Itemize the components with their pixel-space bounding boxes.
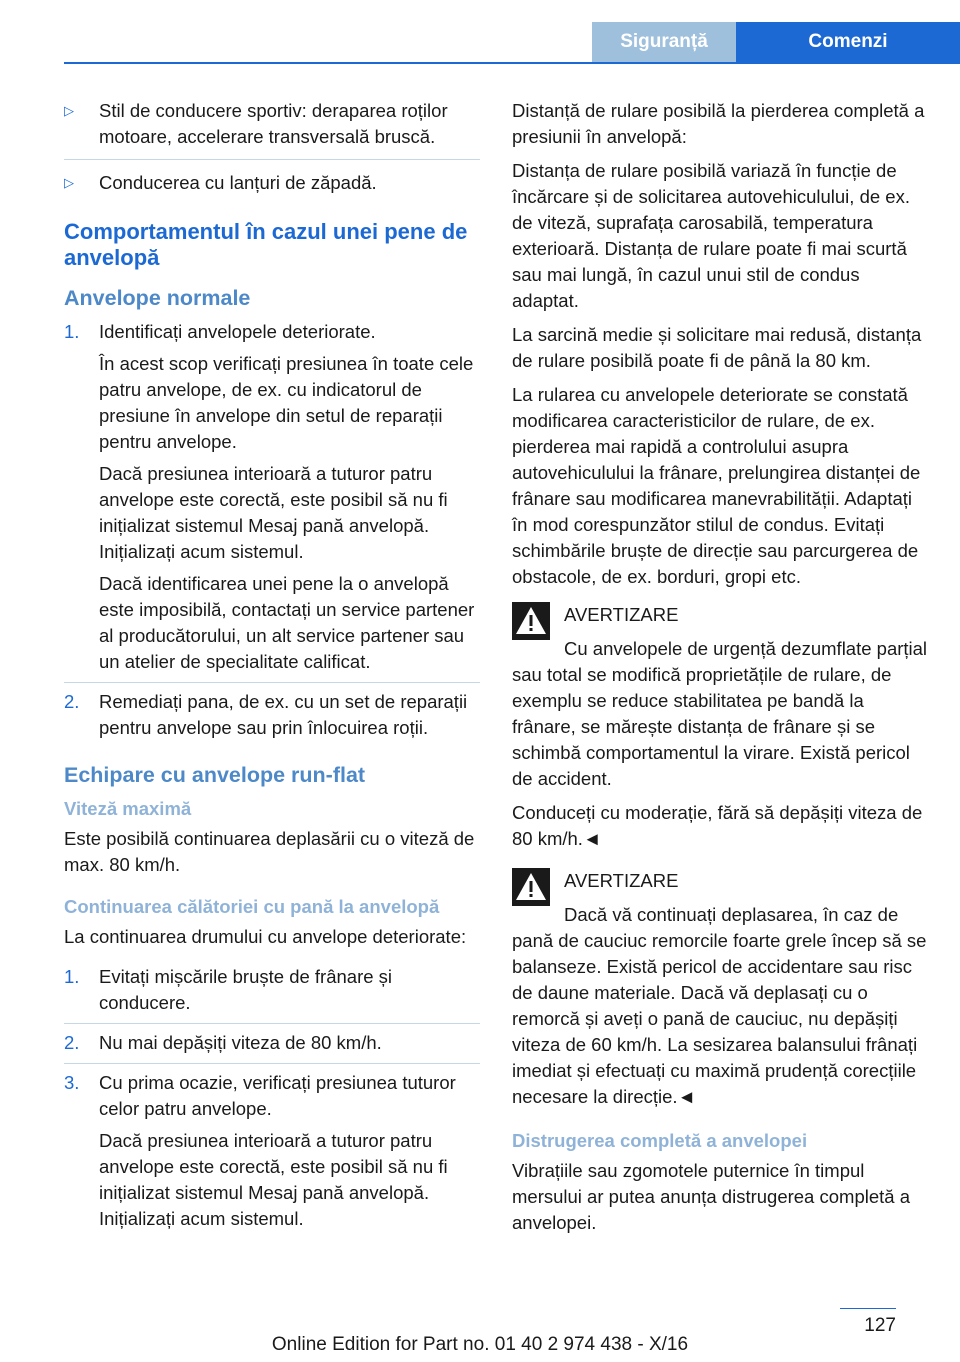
right-column bbox=[512, 98, 928, 1244]
step-text: Cu prima ocazie, verificați presiunea tuturor celor patru anvelope. bbox=[99, 1072, 456, 1119]
paragraph-distanta-pierdere: Distanță de rulare posibilă la pierderea completă a presiunii în anvelopă: bbox=[512, 100, 925, 147]
step-text: Dacă identificarea unei pene la o anvelopă este imposibilă, contactați un service partener al producătorului, un alt service partener sau un atelier de specialitate calificat. bbox=[99, 573, 475, 672]
triangle-bullet-icon: ▷ bbox=[64, 175, 74, 190]
footer-rule bbox=[840, 1308, 896, 1309]
warning-triangle-icon bbox=[512, 868, 550, 906]
step-item bbox=[64, 689, 480, 748]
paragraph-distanta-variaza: Distanța de rulare posibilă variază în funcție de încărcare și de solicitarea autovehiculului, de ex. de viteză, suprafața carosabilă, temperatura exterioară. Distanța de rulare poate fi mai scurtă sau mai lungă, în cazul unui stil de condus adaptat. bbox=[512, 160, 910, 311]
steps-list-normale bbox=[64, 319, 480, 748]
bullet-item bbox=[64, 98, 480, 160]
steps-list-run-flat bbox=[64, 964, 480, 1239]
left-column bbox=[64, 98, 480, 1253]
warning-text: Cu anvelopele de urgență dezumflate parțial sau total se modifică proprietățile de rulare, de exemplu se reduce stabilitatea pe bandă la frânare, se mărește distanța de frânare și se schimbă comportamentul la virare. Există pericol de accident. bbox=[512, 638, 928, 789]
step-item bbox=[64, 1030, 480, 1064]
step-number: 1. bbox=[64, 966, 80, 987]
step-item bbox=[64, 964, 480, 1024]
paragraph-distrugere: Vibrațiile sau zgomotele puternice în timpul mersului ar putea anunța distrugerea completă a anvelopei. bbox=[512, 1160, 910, 1233]
bullet-item bbox=[64, 170, 480, 205]
footer-edition: Online Edition for Part no. 01 40 2 974 438 - X/16 bbox=[271, 1334, 689, 1355]
paragraph-continuare: La continuarea drumului cu anvelope deteriorate: bbox=[64, 926, 467, 947]
bullet-text: Stil de conducere sportiv: deraparea roților motoare, accelerare transversală bruscă. bbox=[99, 100, 448, 147]
step-text: Identificați anvelopele deteriorate. bbox=[99, 321, 376, 342]
heading-anvelope-normale: Anvelope normale bbox=[64, 286, 251, 310]
paragraph-viteza: Este posibilă continuarea deplasării cu o viteză de max. 80 km/h. bbox=[64, 828, 475, 875]
warning-block bbox=[512, 602, 928, 792]
step-text: Remediați pana, de ex. cu un set de reparații pentru anvelope sau prin înlocuirea roții. bbox=[99, 691, 468, 738]
warning-label: AVERTIZARE bbox=[564, 604, 679, 625]
warning-text: Dacă vă continuați deplasarea, în caz de pană de cauciuc remorcile foarte grele încep să se balanseze. Există pericol de accidentare sau risc de daune materiale. Dacă vă deplasați cu o remorcă și aveți o pană de cauciuc, nu depășiți viteza de 60 km/h. La sesizarea balansului frânați imediat și efectuați cu maximă prudență corecțiile necesare la direcție.◄ bbox=[512, 904, 927, 1107]
heading-comportament: Comportamentul în cazul unei pene de anvelopă bbox=[64, 219, 468, 270]
page-number: 127 bbox=[864, 1315, 896, 1336]
warning-block bbox=[512, 868, 928, 1110]
step-text: Evitați mișcările bruște de frânare și conducere. bbox=[99, 966, 393, 1013]
paragraph-conduceti-moderatie: Conduceți cu moderație, fără să depășiți viteza de 80 km/h.◄ bbox=[512, 802, 923, 849]
header-tabs bbox=[592, 22, 960, 62]
paragraph-caracteristici: La rularea cu anvelopele deteriorate se constată modificarea caracteristicilor de rulare, de ex. pierderea mai rapidă a controlului asupra autovehiculului la frânare, prelungirea distanței de frânare sau modificarea manevrabilității. Adaptați în mod corespunzător stilul de condus. Evitați schimbările bruște de direcție sau parcurgerea de obstacole, de ex. borduri, gropi etc. bbox=[512, 384, 921, 587]
step-text: Dacă presiunea interioară a tuturor patru anvelope este corectă, este posibil să nu fi inițializat sistemul Mesaj pană anvelopă. Inițializați acum sistemul. bbox=[99, 1130, 448, 1229]
warning-triangle-icon bbox=[512, 602, 550, 640]
paragraph-sarcina-medie: La sarcină medie și solicitare mai redusă, distanța de rulare posibilă poate fi de până la 80 km. bbox=[512, 324, 922, 371]
step-number: 2. bbox=[64, 1032, 80, 1053]
step-text: Nu mai depășiți viteza de 80 km/h. bbox=[99, 1032, 382, 1053]
step-number: 2. bbox=[64, 691, 80, 712]
heading-continuare: Continuarea călătoriei cu pană la anvelopă bbox=[64, 896, 440, 917]
heading-viteza-maxima: Viteză maximă bbox=[64, 798, 192, 819]
step-item bbox=[64, 319, 480, 683]
chapter-tab: Comenzi bbox=[736, 22, 960, 62]
bullet-text: Conducerea cu lanțuri de zăpadă. bbox=[99, 172, 377, 193]
step-item bbox=[64, 1070, 480, 1239]
header-rule bbox=[64, 62, 960, 64]
bullet-list bbox=[64, 98, 480, 205]
step-number: 1. bbox=[64, 321, 80, 342]
section-tab: Siguranță bbox=[592, 22, 736, 62]
step-text: În acest scop verificați presiunea în toate cele patru anvelope, de ex. cu indicatorul de presiune în anvelope din setul de reparații pentru anvelope. bbox=[99, 353, 474, 452]
heading-run-flat: Echipare cu anvelope run-flat bbox=[64, 763, 366, 787]
warning-label: AVERTIZARE bbox=[564, 870, 679, 891]
step-text: Dacă presiunea interioară a tuturor patru anvelope este corectă, este posibil să nu fi inițializat sistemul Mesaj pană anvelopă. Inițializați acum sistemul. bbox=[99, 463, 448, 562]
heading-distrugere: Distrugerea completă a anvelopei bbox=[512, 1130, 808, 1151]
step-number: 3. bbox=[64, 1072, 80, 1093]
triangle-bullet-icon: ▷ bbox=[64, 103, 74, 118]
